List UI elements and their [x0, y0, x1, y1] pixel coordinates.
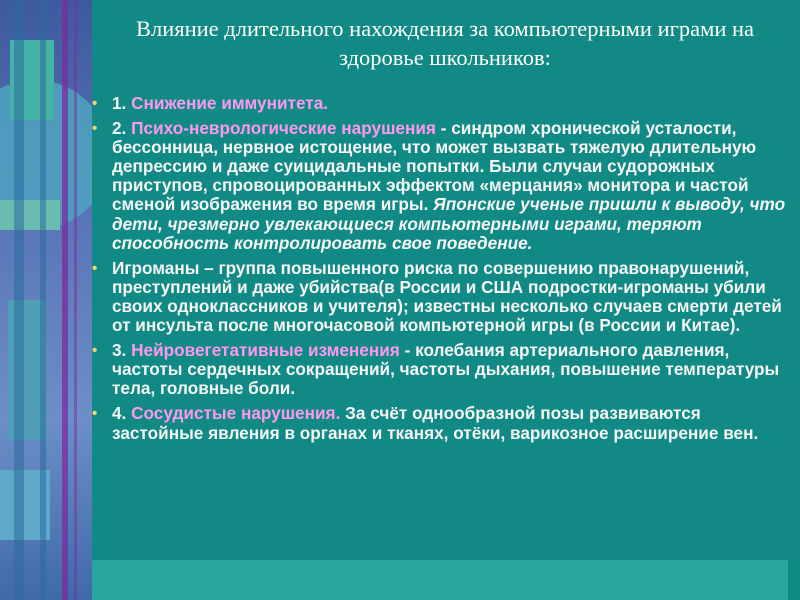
item-lead: 1.	[112, 93, 132, 113]
item-lead: 3.	[112, 340, 132, 361]
slide-title: Влияние длительного нахождения за компьютерными играми на здоровье школьников:	[135, 16, 755, 70]
decor-purple-stripe	[74, 0, 77, 600]
item-text: - синдром хронической усталости, бессонница, нервное истощение, что может вызвать тяжелую длительную депрессию и даже суицидальные попытки. Были случаи судорожных приступов, спровоцированных эффектом «мерцания» монитора и частой сменой изображения во время игры.	[112, 118, 757, 215]
item-text: Игроманы – группа повышенного риска по совершению правонарушений, преступлений и даже убийства(в России и США подростки-игроманы убили своих одноклассников и учителя); известны несколько случаев смерти детей от инсульта после многочасовой компьютерной игры (в России и Китае).	[112, 257, 782, 336]
item-italic-text: Японские ученые пришли к выводу, что дети, чрезмерно увлекающиеся компьютерными играми, теряют способность контролировать свое поведение.	[112, 194, 786, 253]
decor-bottom-band	[92, 560, 788, 600]
bullet-icon: •	[92, 95, 98, 112]
decor-bar	[0, 200, 60, 230]
bullet-icon: •	[92, 405, 98, 423]
decor-purple-stripe	[62, 0, 68, 600]
list-item	[88, 259, 788, 335]
item-text: - колебания артериального давления, частоты сердечных сокращений, частоты дыхания, повышение температуры тела, головные боли.	[112, 340, 780, 399]
bullet-icon: •	[92, 342, 98, 360]
list-item	[88, 94, 788, 113]
item-lead: 2.	[112, 118, 132, 139]
list-item	[88, 119, 788, 253]
list-item	[88, 404, 788, 442]
item-highlight: Сосудистые нарушения.	[131, 403, 341, 424]
decor-vstripe	[40, 0, 46, 600]
bullet-icon: •	[92, 259, 98, 277]
decorative-strip	[0, 0, 92, 600]
item-highlight: Нейровегетативные изменения	[131, 340, 400, 361]
item-highlight: Снижение иммунитета.	[131, 93, 329, 113]
item-text: За счёт однообразной позы развиваются застойные явления в органах и тканях, отёки, варикозное расширение вен.	[112, 403, 759, 443]
decor-vstripe	[14, 0, 24, 600]
item-highlight: Психо-неврологические нарушения	[131, 118, 436, 139]
list-item	[88, 341, 788, 398]
bullet-icon: •	[92, 120, 98, 138]
bullet-list	[88, 94, 788, 449]
item-lead: 4.	[112, 403, 132, 424]
